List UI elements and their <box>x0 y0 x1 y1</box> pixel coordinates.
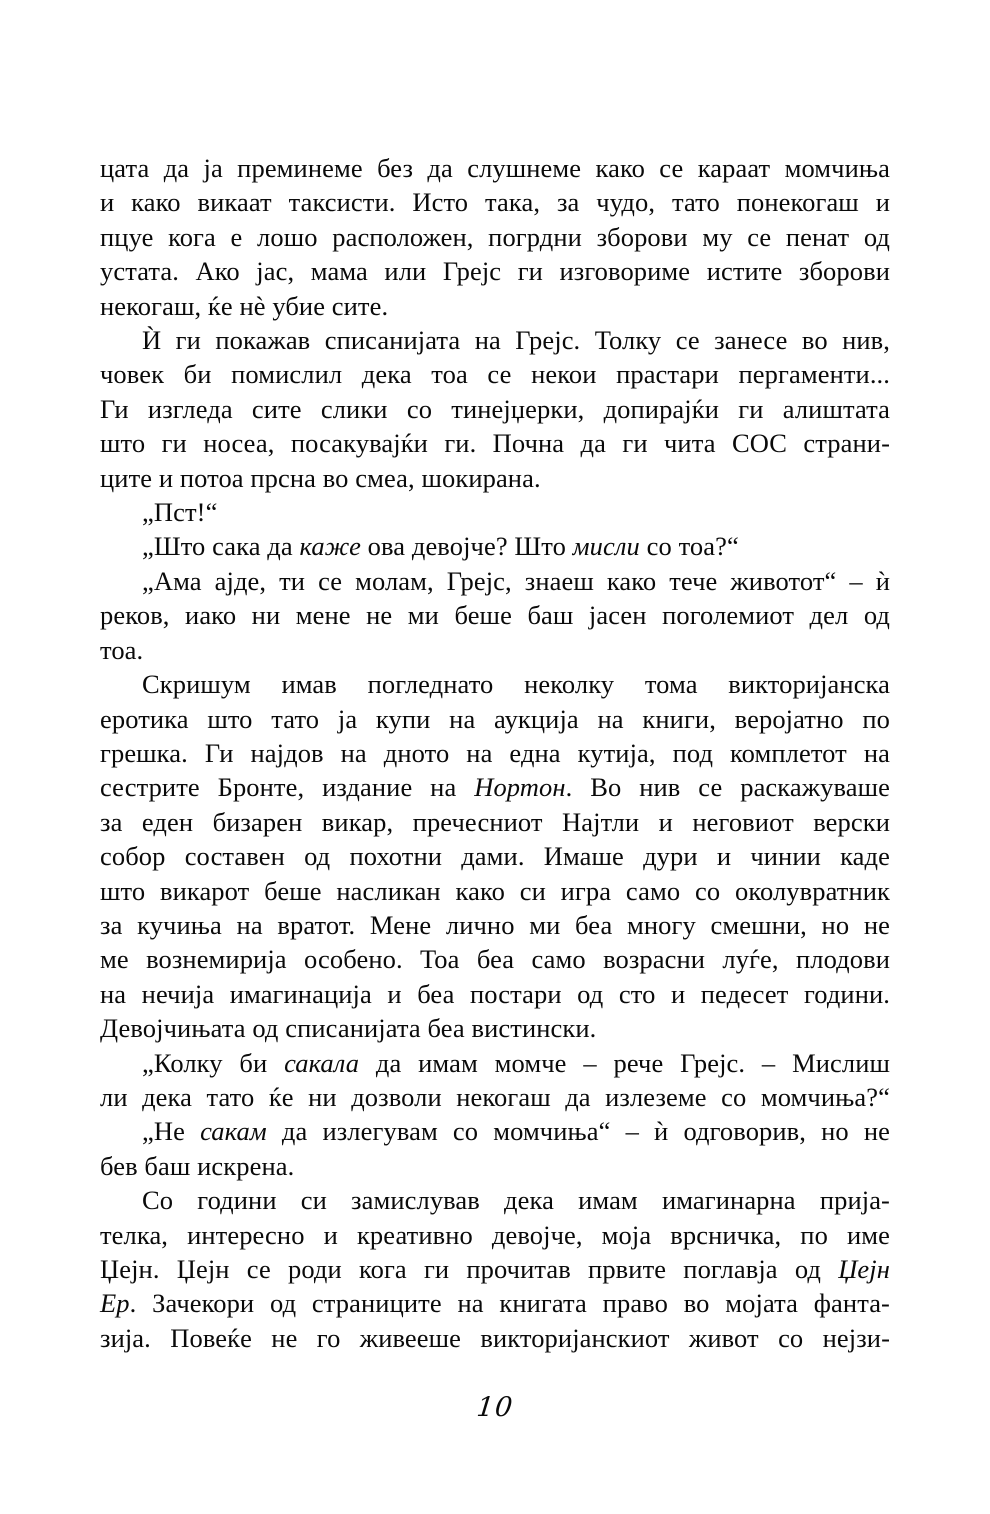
text-line <box>100 529 890 563</box>
text-line <box>100 220 890 254</box>
text-line <box>100 1080 890 1114</box>
text-line <box>100 977 890 1011</box>
text-segment: ли дека тато ќе ни дозволи некогаш да излеземе со момчиња?“ <box>100 1081 890 1112</box>
text-segment: . Зачекори од страниците на книгата право во мојата фанта- <box>129 1288 890 1319</box>
text-line <box>100 770 890 804</box>
text-line <box>100 805 890 839</box>
italic-text: каже <box>299 531 361 562</box>
text-segment: телка, интересно и креативно девојче, моја врсничка, по име <box>100 1219 890 1250</box>
italic-text: сакам <box>200 1116 267 1147</box>
text-line <box>100 1183 890 1217</box>
text-segment: бев баш искрена. <box>100 1150 295 1181</box>
text-line <box>100 564 890 598</box>
text-segment: Ѝ ги покажав списанијата на Грејс. Толку се занесе во нив, <box>142 325 890 356</box>
italic-text: Ер <box>100 1288 130 1319</box>
text-line <box>100 185 890 219</box>
text-segment: да излегувам со момчиња“ – ѝ одговорив, но не <box>266 1116 890 1147</box>
text-line <box>100 1252 890 1286</box>
text-line <box>100 1286 890 1320</box>
text-segment: цата да ја преминеме без да слушнеме како се караат момчиња <box>100 153 890 183</box>
text-line <box>100 667 890 701</box>
text-line <box>100 1046 890 1080</box>
paragraph <box>100 1183 890 1355</box>
text-segment: да имам момче – рече Грејс. – Мислиш <box>359 1047 891 1078</box>
text-line <box>100 633 890 667</box>
text-line <box>100 254 890 288</box>
italic-text: сакала <box>284 1047 360 1078</box>
paragraph <box>100 1114 890 1183</box>
text-segment: што викарот беше насликан како си игра само со околувратник <box>100 875 890 906</box>
text-segment: за кучиња на вратот. Мене лично ми беа многу смешни, но не <box>100 909 890 940</box>
text-segment: на нечија имагинација и беа постари од сто и педесет години. <box>100 978 890 1009</box>
text-segment: ова девојче? Што <box>360 531 573 562</box>
text-segment: сестрите Бронте, издание на <box>100 772 475 803</box>
paragraph <box>100 151 890 323</box>
text-line <box>100 461 890 495</box>
italic-text: Нортон <box>474 772 566 803</box>
text-segment: ците и потоа прсна во смеа, шокирана. <box>100 462 541 493</box>
text-segment: Со години си замислував дека имам имагинарна прија- <box>142 1185 890 1216</box>
paragraph <box>100 495 890 529</box>
text-line <box>100 1218 890 1252</box>
text-segment: некогаш, ќе нѐ убие сите. <box>100 290 389 321</box>
text-segment: Ги изгледа сите слики со тинејџерки, допирајќи ги алиштата <box>100 393 890 424</box>
text-line <box>100 357 890 391</box>
text-line <box>100 323 890 357</box>
text-line <box>100 598 890 632</box>
text-segment: „Што сака да <box>142 531 300 562</box>
text-line <box>100 839 890 873</box>
paragraph <box>100 1046 890 1115</box>
text-line <box>100 908 890 942</box>
text-segment: зија. Повеќе не го живееше викторијанскиот живот со нејзи- <box>100 1322 890 1353</box>
paragraph <box>100 529 890 563</box>
text-segment: што ги носеа, посакувајќи ги. Почна да ги чита СОС страни- <box>100 428 890 459</box>
text-line <box>100 874 890 908</box>
text-segment: Џејн. Џејн се роди кога ги прочитав првите поглавја од <box>100 1254 839 1284</box>
text-line <box>100 1114 890 1148</box>
text-segment: Скришум имав погледнато неколку тома викторијанска <box>142 669 890 700</box>
text-line <box>100 942 890 976</box>
page-number: 10 <box>475 1392 515 1423</box>
text-segment: устата. Ако јас, мама или Грејс ги изговориме истите зборови <box>100 256 890 287</box>
text-line <box>100 289 890 323</box>
text-line <box>100 151 890 185</box>
text-segment: Девојчињата од списанијата беа вистински. <box>100 1013 597 1044</box>
text-line <box>100 1011 890 1045</box>
paragraph <box>100 667 890 1045</box>
italic-text: Џејн <box>838 1254 890 1284</box>
text-segment: „Не <box>142 1116 201 1147</box>
page-text <box>100 151 890 1355</box>
text-segment: човек би помислил дека тоа се некои прастари пергаменти... <box>100 359 890 390</box>
text-segment: собор составен од похотни дами. Имаше дури и чинии каде <box>100 841 890 872</box>
text-segment: ме вознемирија особено. Тоа беа само возрасни луѓе, плодови <box>100 944 890 975</box>
text-segment: „Пст!“ <box>142 497 218 528</box>
text-line <box>100 1149 890 1183</box>
text-segment: „Ама ајде, ти се молам, Грејс, знаеш како тече животот“ – ѝ <box>142 565 890 596</box>
text-line <box>100 1321 890 1355</box>
text-line <box>100 736 890 770</box>
italic-text: мисли <box>572 531 640 562</box>
text-line <box>100 392 890 426</box>
text-segment: пцуе кога е лошо расположен, погрдни зборови му се пенат од <box>100 221 890 252</box>
text-line <box>100 702 890 736</box>
text-segment: за еден бизарен викар, пречесниот Најтли и неговиот верски <box>100 806 890 837</box>
text-segment: еротика што тато ја купи на аукција на книги, веројатно по <box>100 703 890 734</box>
text-segment: и како викаат таксисти. Исто така, за чудо, тато понекогаш и <box>100 187 890 218</box>
text-segment: тоа. <box>100 634 144 665</box>
text-segment: реков, иако ни мене не ми беше баш јасен поголемиот дел од <box>100 600 890 631</box>
paragraph <box>100 323 890 495</box>
text-segment: грешка. Ги најдов на дното на една кутија, под комплетот на <box>100 737 890 768</box>
text-segment: со тоа?“ <box>639 531 739 562</box>
text-segment: „Колку би <box>142 1047 285 1078</box>
text-line <box>100 426 890 460</box>
paragraph <box>100 564 890 667</box>
text-line <box>100 495 890 529</box>
text-segment: . Во нив се раскажуваше <box>565 772 890 803</box>
